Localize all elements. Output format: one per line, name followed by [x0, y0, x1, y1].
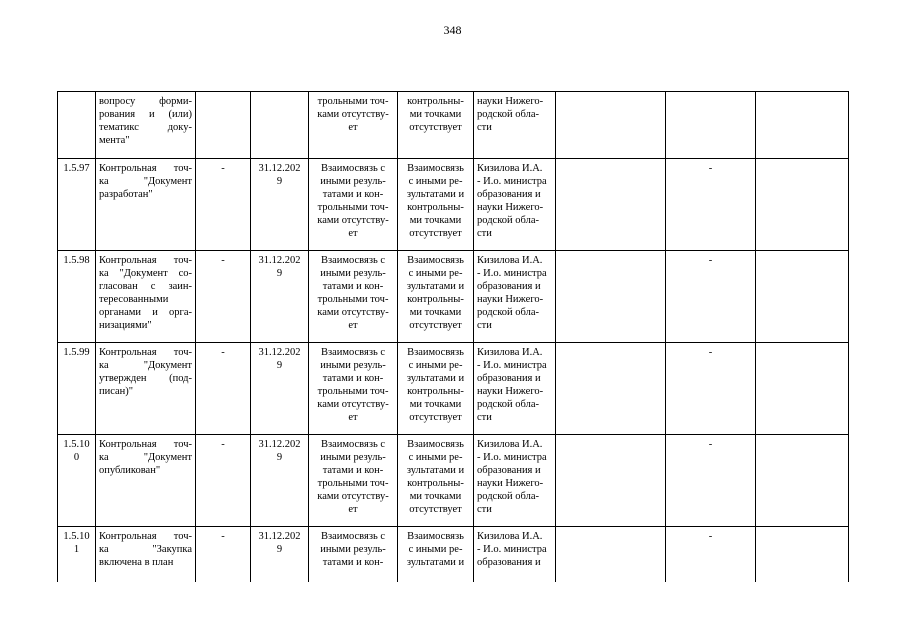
empty-cell	[556, 251, 666, 343]
empty-cell	[556, 159, 666, 251]
relation-checkpoints-cell	[398, 343, 474, 435]
relation-checkpoints-cell-line: с иными ре-	[408, 268, 463, 279]
end-date-cell	[251, 159, 309, 251]
responsible-cell-line: образования и	[477, 373, 541, 384]
document-cell-text: -	[708, 531, 713, 542]
responsible-cell-line: образования и	[477, 557, 541, 568]
relation-results-cell-line: иными резуль-	[320, 176, 386, 187]
responsible-cell-line: - И.о. министра	[477, 544, 547, 555]
relation-results-cell-line: татами и кон-	[322, 465, 384, 476]
responsible-cell-line: родской обла-	[477, 307, 539, 318]
relation-checkpoints-cell-line: отсутствует	[409, 122, 462, 133]
end-date-cell	[251, 527, 309, 583]
responsible-cell-line: образования и	[477, 281, 541, 292]
responsible-cell-line: - И.о. министра	[477, 360, 547, 371]
relation-checkpoints-cell	[398, 527, 474, 583]
relation-results-cell-line: Взаимосвязь с	[320, 439, 386, 450]
relation-results-cell-line: иными резуль-	[320, 544, 386, 555]
relation-results-cell-line: ками отсутству-	[317, 307, 389, 318]
responsible-cell-line: сти	[477, 412, 492, 423]
checkpoint-name-cell-line: Контрольная точ-	[99, 255, 192, 266]
checkpoint-name-cell	[96, 92, 196, 159]
relation-checkpoints-cell-line: ми точками	[409, 215, 462, 226]
checkpoint-name-cell-line: писан)"	[99, 386, 134, 397]
relation-checkpoints-cell-line: зультатами и	[406, 373, 465, 384]
relation-checkpoints-cell-line: с иными ре-	[408, 360, 463, 371]
row-number-cell	[58, 92, 96, 159]
relation-checkpoints-cell-line: зультатами и	[406, 465, 465, 476]
responsible-cell	[474, 159, 556, 251]
document-cell-text: -	[708, 255, 713, 266]
end-date-cell	[251, 92, 309, 159]
checkpoint-name-cell-line: включена в план	[99, 557, 174, 568]
relation-results-cell-line: ками отсутству-	[317, 491, 389, 502]
row-number-cell-line: 1.5.99	[63, 347, 90, 358]
relation-results-cell-line: ет	[348, 228, 358, 239]
end-date-cell-line: 9	[276, 176, 283, 187]
row-number-cell	[58, 435, 96, 527]
relation-checkpoints-cell-line: Взаимосвязь	[407, 347, 464, 358]
relation-results-cell-line: иными резуль-	[320, 452, 386, 463]
relation-checkpoints-cell-line: отсутствует	[409, 504, 462, 515]
row-number-cell-line: 1.5.10	[63, 531, 90, 542]
relation-results-cell-line: ет	[348, 412, 358, 423]
checkpoint-name-cell	[96, 159, 196, 251]
checkpoint-name-cell-line: низациями"	[99, 320, 152, 331]
relation-results-cell-line: иными резуль-	[320, 360, 386, 371]
responsible-cell-line: сти	[477, 320, 492, 331]
responsible-cell-line: образования и	[477, 189, 541, 200]
start-date-cell	[196, 159, 251, 251]
relation-results-cell-line: татами и кон-	[322, 557, 384, 568]
relation-checkpoints-cell-line: с иными ре-	[408, 544, 463, 555]
relation-results-cell	[309, 251, 398, 343]
end-date-cell	[251, 435, 309, 527]
relation-results-cell-line: Взаимосвязь с	[320, 531, 386, 542]
checkpoint-name-cell	[96, 251, 196, 343]
responsible-cell-line: науки Нижего-	[477, 294, 544, 305]
table-row	[58, 92, 849, 159]
end-date-cell	[251, 343, 309, 435]
relation-results-cell-line: ет	[348, 122, 358, 133]
start-date-cell-text: -	[221, 439, 225, 450]
empty-cell	[756, 435, 849, 527]
document-cell-text: -	[708, 163, 713, 174]
responsible-cell-line: науки Нижего-	[477, 202, 544, 213]
row-number-cell-line: 1	[73, 544, 80, 555]
page-number: 348	[443, 23, 462, 37]
start-date-cell-text: -	[221, 163, 225, 174]
start-date-cell	[196, 527, 251, 583]
row-number-cell-line: 1.5.98	[63, 255, 90, 266]
relation-checkpoints-cell-line: с иными ре-	[408, 176, 463, 187]
responsible-cell	[474, 527, 556, 583]
relation-results-cell-line: трольными точ-	[317, 96, 389, 107]
responsible-cell	[474, 251, 556, 343]
relation-checkpoints-cell-line: контрольны-	[407, 294, 464, 305]
plan-table	[57, 91, 849, 582]
end-date-cell-line: 31.12.202	[258, 163, 301, 174]
document-cell	[666, 92, 756, 159]
checkpoint-name-cell-line: утвержден (под-	[99, 373, 192, 384]
relation-checkpoints-cell-line: отсутствует	[409, 228, 462, 239]
row-number-cell-line: 0	[73, 452, 80, 463]
end-date-cell-line: 9	[276, 360, 283, 371]
responsible-cell-line: науки Нижего-	[477, 478, 544, 489]
relation-results-cell-line: иными резуль-	[320, 268, 386, 279]
relation-checkpoints-cell-line: ми точками	[409, 491, 462, 502]
document-cell-text: -	[708, 347, 713, 358]
checkpoint-name-cell-line: Контрольная точ-	[99, 439, 192, 450]
responsible-cell	[474, 92, 556, 159]
relation-results-cell-line: ками отсутству-	[317, 399, 389, 410]
start-date-cell-text: -	[221, 531, 225, 542]
checkpoint-name-cell-line: вопросу форми-	[99, 96, 192, 107]
responsible-cell-line: - И.о. министра	[477, 452, 547, 463]
relation-checkpoints-cell-line: контрольны-	[407, 478, 464, 489]
relation-checkpoints-cell	[398, 251, 474, 343]
row-number-cell	[58, 527, 96, 583]
checkpoint-name-cell	[96, 435, 196, 527]
relation-results-cell-line: трольными точ-	[317, 478, 389, 489]
relation-checkpoints-cell	[398, 159, 474, 251]
responsible-cell	[474, 343, 556, 435]
relation-results-cell	[309, 343, 398, 435]
responsible-cell-line: родской обла-	[477, 109, 539, 120]
relation-checkpoints-cell	[398, 92, 474, 159]
row-number-cell-line: 1.5.10	[63, 439, 90, 450]
relation-checkpoints-cell-line: зультатами и	[406, 281, 465, 292]
start-date-cell-text: -	[221, 347, 225, 358]
table-row	[58, 159, 849, 251]
checkpoint-name-cell-line: гласован с заин-	[99, 281, 192, 292]
empty-cell	[556, 92, 666, 159]
relation-checkpoints-cell-line: ми точками	[409, 399, 462, 410]
end-date-cell-line: 31.12.202	[258, 439, 301, 450]
responsible-cell-line: науки Нижего-	[477, 386, 544, 397]
relation-checkpoints-cell-line: зультатами и	[406, 189, 465, 200]
relation-checkpoints-cell-line: Взаимосвязь	[407, 439, 464, 450]
checkpoint-name-cell-line: мента"	[99, 135, 130, 146]
checkpoint-name-cell-line: ка "Документ	[99, 452, 192, 463]
relation-results-cell	[309, 159, 398, 251]
end-date-cell-line: 9	[276, 268, 283, 279]
row-number-cell-line: 1.5.97	[63, 163, 90, 174]
end-date-cell-line: 31.12.202	[258, 347, 301, 358]
checkpoint-name-cell-line: опубликован"	[99, 465, 161, 476]
checkpoint-name-cell-line: Контрольная точ-	[99, 347, 192, 358]
responsible-cell-line: сти	[477, 122, 492, 133]
responsible-cell-line: Кизилова И.А.	[477, 531, 543, 542]
checkpoint-name-cell	[96, 343, 196, 435]
checkpoint-name-cell-line: Контрольная точ-	[99, 531, 192, 542]
relation-checkpoints-cell-line: Взаимосвязь	[407, 531, 464, 542]
end-date-cell	[251, 251, 309, 343]
document-cell	[666, 343, 756, 435]
relation-results-cell-line: Взаимосвязь с	[320, 347, 386, 358]
responsible-cell-line: сти	[477, 504, 492, 515]
relation-results-cell-line: татами и кон-	[322, 373, 384, 384]
empty-cell	[556, 527, 666, 583]
checkpoint-name-cell-line: тематикс доку-	[99, 122, 192, 133]
relation-results-cell-line: трольными точ-	[317, 202, 389, 213]
relation-checkpoints-cell-line: Взаимосвязь	[407, 163, 464, 174]
checkpoint-name-cell-line: тересованными	[99, 294, 169, 305]
document-cell	[666, 435, 756, 527]
relation-checkpoints-cell-line: контрольны-	[407, 96, 464, 107]
empty-cell	[756, 159, 849, 251]
responsible-cell-line: Кизилова И.А.	[477, 347, 543, 358]
relation-results-cell	[309, 92, 398, 159]
relation-results-cell-line: татами и кон-	[322, 189, 384, 200]
relation-results-cell-line: трольными точ-	[317, 294, 389, 305]
start-date-cell-text: -	[221, 255, 225, 266]
empty-cell	[556, 343, 666, 435]
relation-results-cell-line: Взаимосвязь с	[320, 255, 386, 266]
checkpoint-name-cell-line: ка "Закупка	[99, 544, 192, 555]
empty-cell	[756, 92, 849, 159]
table-body	[58, 92, 849, 583]
document-cell-text: -	[708, 439, 713, 450]
responsible-cell-line: - И.о. министра	[477, 268, 547, 279]
relation-checkpoints-cell-line: отсутствует	[409, 320, 462, 331]
end-date-cell-line: 9	[276, 544, 283, 555]
checkpoint-name-cell-line: рования и (или)	[99, 109, 192, 120]
relation-results-cell-line: трольными точ-	[317, 386, 389, 397]
checkpoint-name-cell-line: ка "Документ	[99, 360, 192, 371]
responsible-cell-line: Кизилова И.А.	[477, 255, 543, 266]
checkpoint-name-cell-line: Контрольная точ-	[99, 163, 192, 174]
checkpoint-name-cell-line: ка "Документ	[99, 176, 192, 187]
row-number-cell	[58, 159, 96, 251]
relation-checkpoints-cell-line: контрольны-	[407, 386, 464, 397]
document-cell	[666, 251, 756, 343]
relation-results-cell-line: ками отсутству-	[317, 109, 389, 120]
checkpoint-name-cell	[96, 527, 196, 583]
start-date-cell	[196, 343, 251, 435]
table-row	[58, 435, 849, 527]
relation-checkpoints-cell-line: с иными ре-	[408, 452, 463, 463]
checkpoint-name-cell-line: органами и орга-	[99, 307, 192, 318]
table-row	[58, 527, 849, 583]
responsible-cell-line: Кизилова И.А.	[477, 439, 543, 450]
start-date-cell	[196, 435, 251, 527]
checkpoint-name-cell-line: ка "Документ со-	[99, 268, 192, 279]
responsible-cell-line: - И.о. министра	[477, 176, 547, 187]
relation-results-cell-line: ет	[348, 504, 358, 515]
relation-checkpoints-cell-line: контрольны-	[407, 202, 464, 213]
start-date-cell	[196, 251, 251, 343]
relation-checkpoints-cell-line: Взаимосвязь	[407, 255, 464, 266]
responsible-cell-line: родской обла-	[477, 399, 539, 410]
table-row	[58, 343, 849, 435]
responsible-cell-line: образования и	[477, 465, 541, 476]
empty-cell	[756, 343, 849, 435]
table-row	[58, 251, 849, 343]
relation-checkpoints-cell-line: ми точками	[409, 307, 462, 318]
row-number-cell	[58, 251, 96, 343]
relation-checkpoints-cell	[398, 435, 474, 527]
start-date-cell	[196, 92, 251, 159]
empty-cell	[756, 527, 849, 583]
checkpoint-name-cell-line: разработан"	[99, 189, 153, 200]
responsible-cell-line: науки Нижего-	[477, 96, 544, 107]
end-date-cell-line: 31.12.202	[258, 531, 301, 542]
responsible-cell	[474, 435, 556, 527]
relation-checkpoints-cell-line: зультатами и	[406, 557, 465, 568]
responsible-cell-line: родской обла-	[477, 215, 539, 226]
relation-results-cell	[309, 527, 398, 583]
empty-cell	[756, 251, 849, 343]
relation-results-cell-line: Взаимосвязь с	[320, 163, 386, 174]
empty-cell	[556, 435, 666, 527]
responsible-cell-line: родской обла-	[477, 491, 539, 502]
responsible-cell-line: сти	[477, 228, 492, 239]
relation-results-cell	[309, 435, 398, 527]
row-number-cell	[58, 343, 96, 435]
relation-checkpoints-cell-line: ми точками	[409, 109, 462, 120]
relation-results-cell-line: татами и кон-	[322, 281, 384, 292]
responsible-cell-line: Кизилова И.А.	[477, 163, 543, 174]
relation-results-cell-line: ками отсутству-	[317, 215, 389, 226]
relation-results-cell-line: ет	[348, 320, 358, 331]
document-cell	[666, 159, 756, 251]
end-date-cell-line: 31.12.202	[258, 255, 301, 266]
document-cell	[666, 527, 756, 583]
relation-checkpoints-cell-line: отсутствует	[409, 412, 462, 423]
end-date-cell-line: 9	[276, 452, 283, 463]
